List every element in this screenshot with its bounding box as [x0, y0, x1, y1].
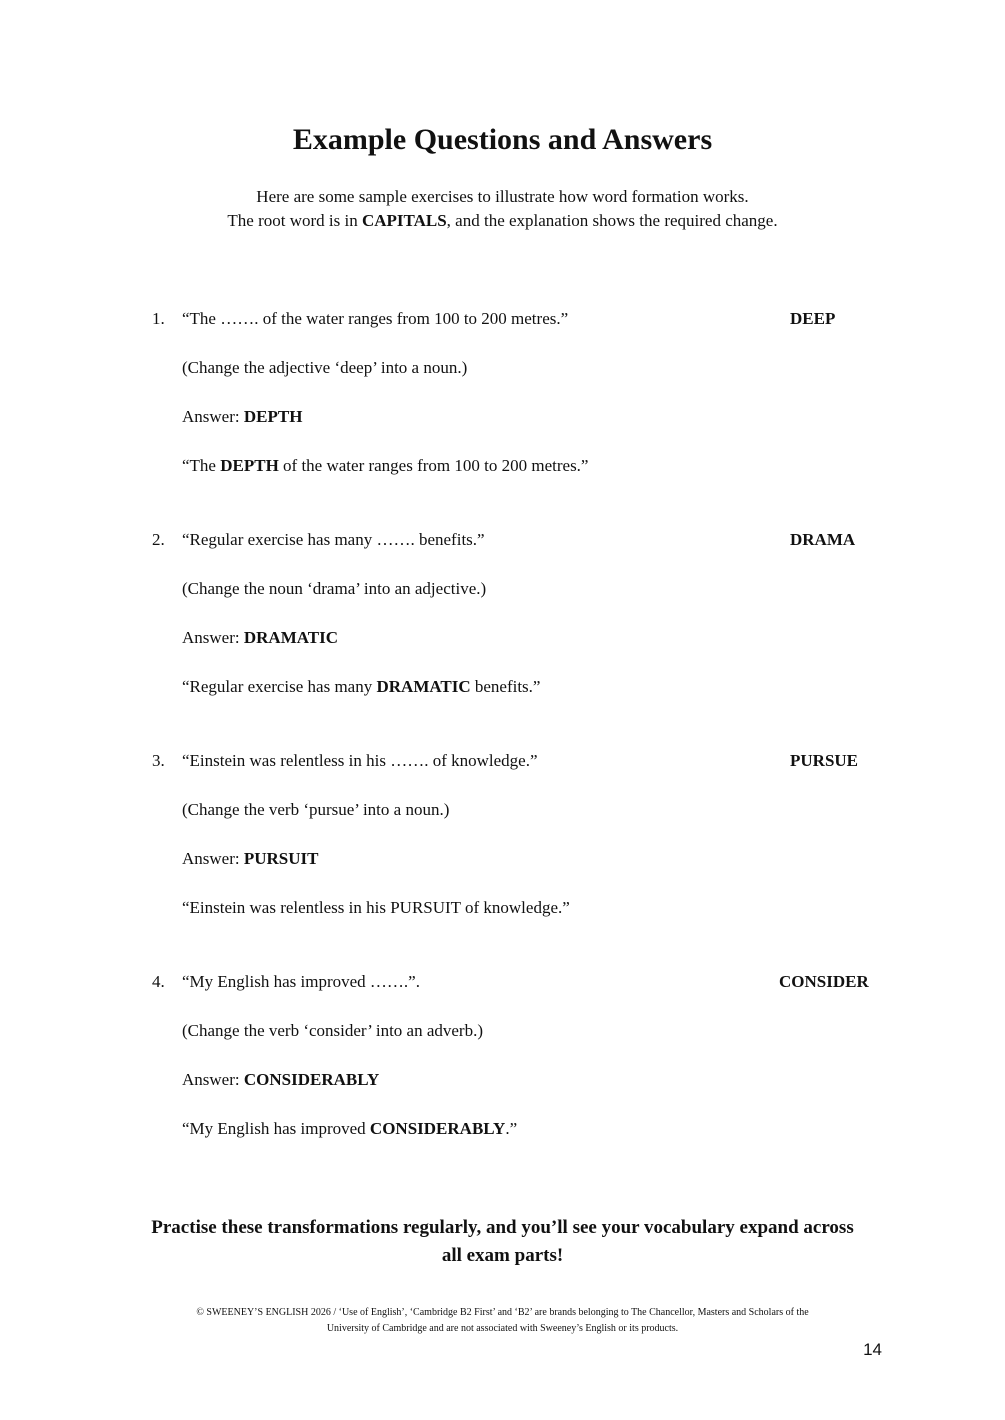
question-1-sentence: “The ……. of the water ranges from 100 to 200 metres.”	[182, 309, 569, 328]
question-4-answer-word: CONSIDERABLY	[243, 1070, 380, 1089]
question-3-answer-label: Answer:	[182, 849, 244, 868]
question-4-answer-label: Answer:	[182, 1070, 244, 1089]
closing-note	[0, 1214, 1005, 1270]
question-2-sentence: “Regular exercise has many ……. benefits.”	[182, 530, 485, 549]
question-1-number: 1.	[152, 309, 165, 328]
question-4-answer	[182, 1068, 379, 1092]
question-3-number: 3.	[152, 751, 165, 770]
question-2-answer-word: DRAMATIC	[243, 628, 338, 647]
copyright-footer	[0, 1305, 1005, 1337]
question-4-explanation: (Change the verb ‘consider’ into an adverb.)	[182, 1021, 484, 1040]
closing-line-2: all exam parts!	[441, 1245, 564, 1266]
question-3-full-sentence	[182, 896, 570, 920]
page-title: Example Questions and Answers	[292, 123, 713, 156]
intro-line-2	[0, 209, 1005, 233]
question-1-line	[0, 307, 1005, 331]
question-2-line	[0, 528, 1005, 552]
intro-line-1: Here are some sample exercises to illustrate how word formation works.	[256, 187, 749, 206]
closing-line-1: Practise these transformations regularly, and you’ll see your vocabulary expand across	[151, 1217, 854, 1238]
question-2-full-bold: DRAMATIC	[376, 677, 471, 696]
question-3-answer-word: PURSUIT	[243, 849, 319, 868]
intro-text	[0, 185, 1005, 233]
question-2-answer-label: Answer:	[182, 628, 244, 647]
question-4-root-word: CONSIDER	[779, 972, 869, 991]
footer-line-1: © SWEENEY’S ENGLISH 2026 / ‘Use of English’, ‘Cambridge B2 First’ and ‘B2’ are brands belonging to The Chancellor, Masters and Scholars of the	[196, 1307, 809, 1318]
question-1-full-suffix: of the water ranges from 100 to 200 metres.”	[278, 456, 589, 475]
question-1-answer	[182, 405, 302, 429]
question-2-answer	[182, 626, 338, 650]
question-3-explanation: (Change the verb ‘pursue’ into a noun.)	[182, 800, 450, 819]
question-1-root-word: DEEP	[790, 309, 836, 328]
question-4	[0, 970, 1005, 1170]
question-1-full-prefix: “The	[182, 456, 221, 475]
question-3	[0, 749, 1005, 949]
question-1	[0, 307, 1005, 507]
question-2-explanation: (Change the noun ‘drama’ into an adjective.)	[182, 579, 487, 598]
intro-capitals-word: CAPITALS	[361, 211, 447, 230]
question-4-line	[0, 970, 1005, 994]
question-2-number: 2.	[152, 530, 165, 549]
intro-line-2-suffix: , and the explanation shows the required change.	[446, 211, 778, 230]
question-3-sentence: “Einstein was relentless in his ……. of knowledge.”	[182, 751, 538, 770]
intro-line-2-prefix: The root word is in	[227, 211, 362, 230]
question-4-sentence: “My English has improved …….”.	[182, 972, 420, 991]
question-2-full-suffix: benefits.”	[470, 677, 541, 696]
question-3-full-prefix: “Einstein was relentless in his PURSUIT of knowledge.”	[182, 898, 570, 917]
question-2	[0, 528, 1005, 728]
question-1-full-sentence	[182, 454, 588, 478]
question-4-full-suffix: .”	[505, 1119, 518, 1138]
question-1-explanation: (Change the adjective ‘deep’ into a noun.)	[182, 358, 468, 377]
question-3-answer	[182, 847, 318, 871]
question-4-full-sentence	[182, 1117, 517, 1141]
question-3-root-word: PURSUE	[790, 751, 859, 770]
question-2-root-word: DRAMA	[790, 530, 856, 549]
question-4-full-bold: CONSIDERABLY	[369, 1119, 506, 1138]
question-1-answer-label: Answer:	[182, 407, 244, 426]
question-4-full-prefix: “My English has improved	[182, 1119, 370, 1138]
question-2-full-sentence	[182, 675, 540, 699]
footer-line-2: University of Cambridge and are not associated with Sweeney’s English or its products.	[326, 1323, 679, 1334]
question-4-number: 4.	[152, 972, 165, 991]
page-number: 14	[863, 1340, 882, 1359]
question-3-line	[0, 749, 1005, 773]
question-1-full-bold: DEPTH	[220, 456, 279, 475]
question-2-full-prefix: “Regular exercise has many	[182, 677, 377, 696]
question-1-answer-word: DEPTH	[243, 407, 303, 426]
